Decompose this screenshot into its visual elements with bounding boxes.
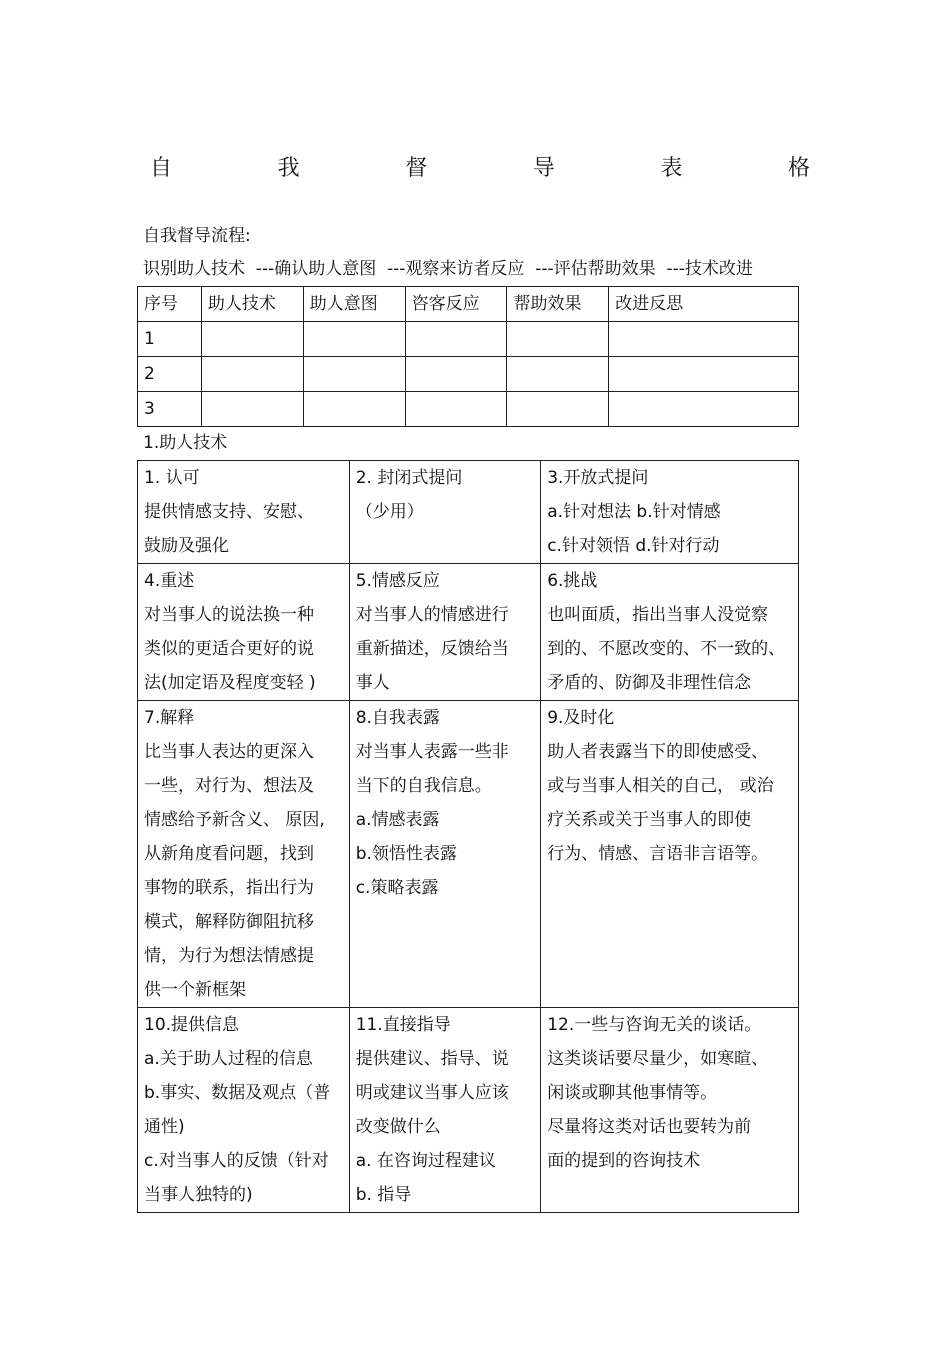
technique-title: 8.自我表露 [355,708,440,728]
technique-desc: a.情感表露 [355,810,440,830]
technique-desc: a. 在咨询过程建议 [355,1151,496,1171]
technique-desc: 一些，对行为、想法及 [144,776,314,796]
technique-cell-5 [349,564,540,701]
technique-desc: 助人者表露当下的即使感受、 [547,742,769,762]
technique-desc: 情，为行为想法情感提 [144,946,314,966]
technique-desc: 类似的更适合更好的说 [144,639,314,659]
row-number: 3 [138,392,202,427]
table-cell[interactable] [405,392,507,427]
technique-title: 12.一些与咨询无关的谈话。 [547,1015,762,1035]
title-char: 我 [277,156,300,181]
technique-cell-3 [541,461,799,564]
table-cell[interactable] [201,322,303,357]
technique-desc: 尽量将这类对话也要转为前 [547,1117,752,1137]
technique-desc: a.针对想法 b.针对情感 [547,502,721,522]
record-table-header [138,287,799,322]
table-cell[interactable] [303,392,405,427]
technique-desc: 事物的联系，指出行为 [144,878,314,898]
technique-desc: 当下的自我信息。 [355,776,492,796]
technique-desc: 当事人独特的) [144,1185,253,1205]
technique-desc: 鼓励及强化 [144,536,229,556]
title-char: 导 [532,156,555,181]
table-cell[interactable] [201,392,303,427]
technique-desc: 从新角度看问题，找到 [144,844,314,864]
technique-title: 2. 封闭式提问 [355,468,463,488]
technique-desc: a.关于助人过程的信息 [144,1049,313,1069]
technique-desc: 矛盾的、防御及非理性信念 [547,673,752,693]
technique-desc: 事人 [355,673,390,693]
technique-desc: 提供情感支持、安慰、 [144,502,314,522]
title-char: 格 [787,156,810,181]
row-number: 1 [138,322,202,357]
technique-desc: c.针对领悟 d.针对行动 [547,536,720,556]
technique-desc: 明或建议当事人应该 [355,1083,509,1103]
technique-desc: 提供建议、指导、说 [355,1049,509,1069]
header-cell: 助人意图 [303,287,405,322]
table-cell[interactable] [201,357,303,392]
row-number: 2 [138,357,202,392]
technique-cell-1 [138,461,350,564]
title-char: 表 [660,156,683,181]
technique-row [138,461,799,564]
table-cell[interactable] [303,322,405,357]
table-cell[interactable] [303,357,405,392]
header-cell: 改进反思 [609,287,799,322]
technique-desc: 供一个新框架 [144,980,246,1000]
technique-desc: （少用） [355,502,424,522]
techniques-heading: 1.助人技术 [143,433,228,453]
table-row [138,357,799,392]
technique-desc: 闲谈或聊其他事情等。 [547,1083,718,1103]
technique-title: 3.开放式提问 [547,468,649,488]
technique-row [138,1008,799,1213]
technique-desc: 对当事人表露一些非 [355,742,509,762]
technique-desc: 重新描述，反馈给当 [355,639,509,659]
technique-desc: b.事实、数据及观点（普 [144,1083,331,1103]
technique-title: 4.重述 [144,571,195,591]
table-cell[interactable] [609,322,799,357]
technique-title: 1. 认可 [144,468,200,488]
techniques-table [137,460,799,1213]
technique-desc: 比当事人表达的更深入 [144,742,314,762]
technique-desc: 疗关系或关于当事人的即使 [547,810,752,830]
table-cell[interactable] [609,357,799,392]
technique-desc: 面的提到的咨询技术 [547,1151,701,1171]
technique-title: 7.解释 [144,708,195,728]
record-table [137,286,799,427]
technique-cell-12 [541,1008,799,1213]
technique-desc: 这类谈话要尽量少，如寒暄、 [547,1049,769,1069]
header-cell: 助人技术 [201,287,303,322]
technique-title: 6.挑战 [547,571,598,591]
technique-desc: c.策略表露 [355,878,439,898]
technique-desc: c.对当事人的反馈（针对 [144,1151,329,1171]
technique-cell-8 [349,701,540,1008]
technique-row [138,701,799,1008]
title-char: 督 [405,156,428,181]
technique-desc: 对当事人的说法换一种 [144,605,314,625]
technique-title: 9.及时化 [547,708,615,728]
technique-desc: b.领悟性表露 [355,844,457,864]
table-cell[interactable] [507,392,609,427]
technique-title: 10.提供信息 [144,1015,240,1035]
header-cell: 序号 [138,287,202,322]
technique-desc: 法(加定语及程度变轻 ) [144,673,316,693]
technique-cell-10 [138,1008,350,1213]
technique-title: 11.直接指导 [355,1015,451,1035]
technique-desc: 对当事人的情感进行 [355,605,509,625]
title-char: 自 [150,156,173,181]
technique-desc: 到的、不愿改变的、不一致的、 [547,639,786,659]
technique-row [138,564,799,701]
technique-desc: 改变做什么 [355,1117,441,1137]
technique-title: 5.情感反应 [355,571,440,591]
table-cell[interactable] [405,357,507,392]
page-title [150,152,810,186]
table-cell[interactable] [507,357,609,392]
technique-cell-9 [541,701,799,1008]
table-cell[interactable] [507,322,609,357]
technique-cell-7 [138,701,350,1008]
process-steps: 识别助人技术 ---确认助人意图 ---观察来访者反应 ---评估帮助效果 ---技术改进 [143,259,753,279]
header-cell: 咨客反应 [405,287,507,322]
table-row [138,392,799,427]
technique-cell-4 [138,564,350,701]
technique-cell-6 [541,564,799,701]
technique-desc: 也叫面质，指出当事人没觉察 [547,605,769,625]
technique-cell-2 [349,461,540,564]
technique-cell-11 [349,1008,540,1213]
technique-desc: 或与当事人相关的自己， 或治 [547,776,774,796]
table-cell[interactable] [609,392,799,427]
technique-desc: b. 指导 [355,1185,412,1205]
table-row [138,322,799,357]
technique-desc: 行为、情感、言语非言语等。 [547,844,769,864]
process-label: 自我督导流程: [143,226,251,246]
header-cell: 帮助效果 [507,287,609,322]
table-cell[interactable] [405,322,507,357]
technique-desc: 通性) [144,1117,185,1137]
technique-desc: 情感给予新含义、 原因, [144,810,325,830]
technique-desc: 模式，解释防御阻抗移 [144,912,314,932]
